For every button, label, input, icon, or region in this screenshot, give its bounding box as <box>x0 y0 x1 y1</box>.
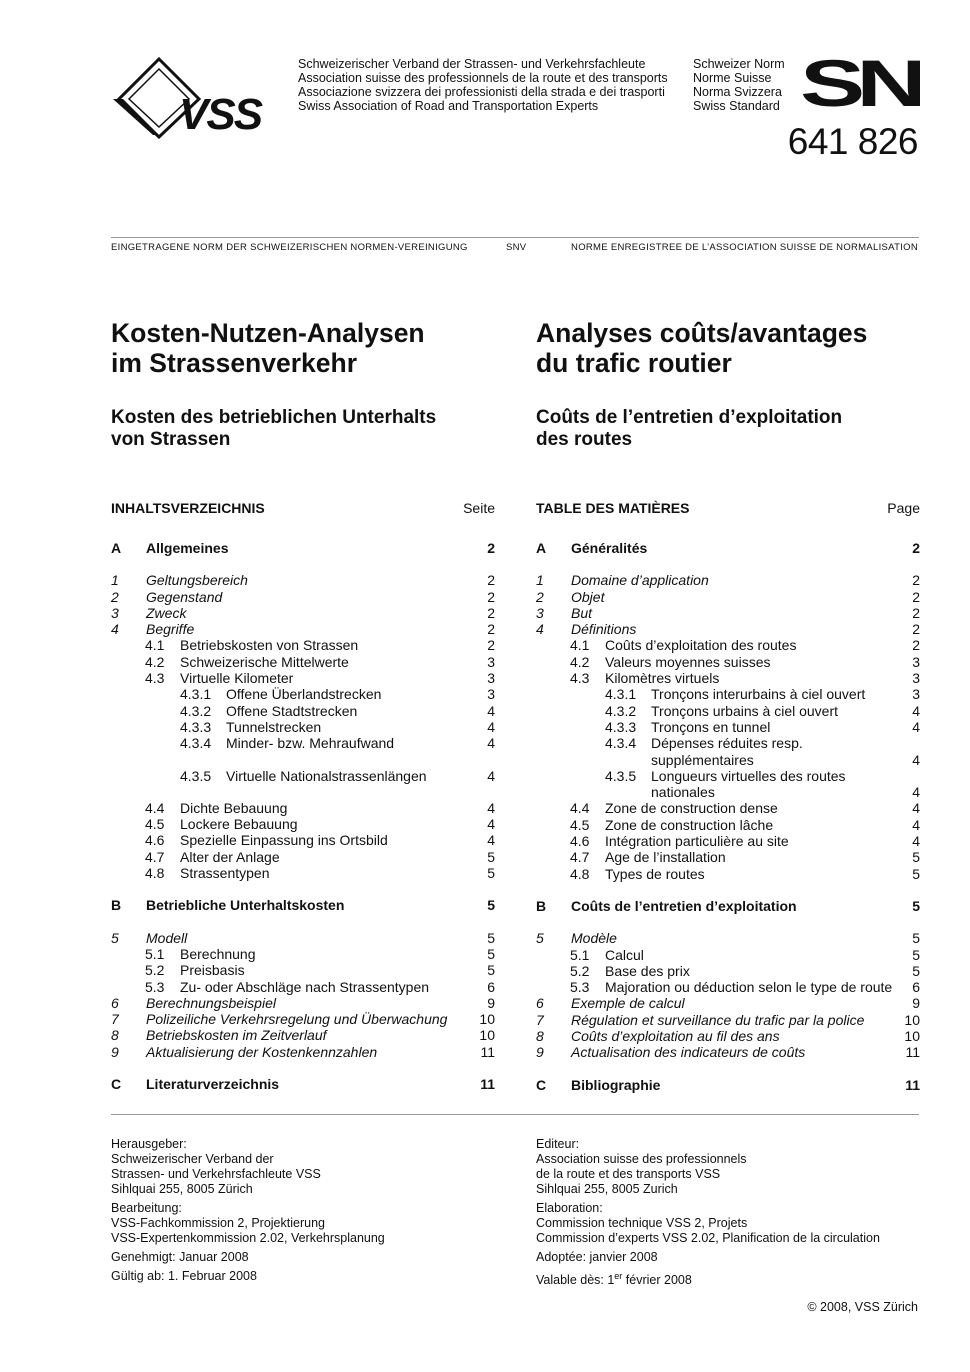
toc-entry-page: 4 <box>487 816 495 833</box>
org-line-fr: Association suisse des professionnels de la route et des transports <box>298 71 668 85</box>
toc-entry-page: 5 <box>487 929 495 946</box>
toc-entry-title: Minder- bzw. Mehraufwand <box>226 735 395 752</box>
toc-entry-title: Tronçons urbains à ciel ouvert <box>651 702 839 719</box>
toc-entry <box>111 930 495 946</box>
toc-entry <box>111 686 495 702</box>
toc-entry <box>111 605 495 621</box>
toc-title-fr: TABLE DES MATIÈRES <box>536 500 690 516</box>
toc-entry-number: 5.1 <box>570 946 590 963</box>
toc-entry-title: Modèle <box>571 930 617 947</box>
toc-entry-title: Berechnungsbeispiel <box>146 994 276 1011</box>
toc-entry-title: Virtuelle Kilometer <box>180 670 294 687</box>
toc-entry-title: Calcul <box>605 946 644 963</box>
toc-entry <box>111 768 495 784</box>
toc-entry-title: Actualisation des indicateurs de coûts <box>571 1044 806 1061</box>
toc-entry-number: 8 <box>111 1027 119 1044</box>
toc-entry <box>536 621 920 637</box>
toc-entry-title: Spezielle Einpassung ins Ortsbild <box>180 832 388 849</box>
toc-entry <box>111 865 495 881</box>
toc-entry <box>111 540 495 556</box>
toc-entry-page: 2 <box>487 621 495 638</box>
toc-entry <box>111 735 495 751</box>
toc-entry-page: 4 <box>487 702 495 719</box>
toc-entry <box>536 686 920 702</box>
toc-entry-number: 7 <box>536 1011 544 1028</box>
toc-entry <box>536 768 920 801</box>
toc-entry-page: 10 <box>479 1011 495 1028</box>
toc-entry-number: 4 <box>536 621 544 638</box>
toc-entry-number: 5 <box>111 929 119 946</box>
toc-entry-page: 5 <box>912 946 920 963</box>
toc-entry <box>536 833 920 849</box>
toc-entry-page: 10 <box>479 1027 495 1044</box>
toc-entry-page: 5 <box>912 865 920 882</box>
toc-entry <box>111 1027 495 1043</box>
toc-entry-page: 5 <box>487 945 495 962</box>
toc-entry-number: 4.8 <box>145 865 165 882</box>
toc-entry <box>536 1044 920 1060</box>
toc-entry <box>111 703 495 719</box>
toc-entry-page: 4 <box>912 784 920 801</box>
toc-entry-page: 10 <box>904 1028 920 1045</box>
toc-entry <box>111 670 495 686</box>
publisher-block: Elaboration: Commission technique VSS 2, Projets Commission d’experts VSS 2.02, Planification de la circulation <box>536 1201 880 1245</box>
publisher-fr <box>536 1137 920 1292</box>
toc-entry-number: 4.2 <box>570 653 590 670</box>
sn-logo-text: SN <box>800 56 920 110</box>
toc-entry-number: 4 <box>111 621 119 638</box>
toc-entry-title: Modell <box>146 929 188 946</box>
toc-entry <box>536 800 920 816</box>
toc-entry-title: Kilomètres virtuels <box>605 670 720 687</box>
toc-entry-title: Généralités <box>571 540 648 556</box>
toc-header-fr <box>536 500 920 516</box>
toc-entry <box>536 670 920 686</box>
toc-entry <box>536 605 920 621</box>
toc-entry-number: 4.3.1 <box>180 686 212 703</box>
publisher-block: Gültig ab: 1. Februar 2008 <box>111 1269 257 1283</box>
toc-entry-page: 2 <box>912 637 920 654</box>
toc-entry-title: Bibliographie <box>571 1076 661 1093</box>
title-fr <box>536 318 920 378</box>
toc-entry <box>536 979 920 995</box>
subtitle-de-heading: Kosten des betrieblichen Unterhalts von Strassen <box>111 407 437 450</box>
toc-entry <box>111 849 495 865</box>
toc-entry-number: 2 <box>111 588 119 605</box>
toc-entry-number: C <box>536 1076 547 1093</box>
toc-entry <box>536 719 920 735</box>
toc-entry-number: 4.3.3 <box>605 718 637 735</box>
toc-entry-number: 4.1 <box>145 637 165 654</box>
toc-page-label-fr: Page <box>887 500 920 516</box>
toc-entry-page: 11 <box>480 1043 495 1060</box>
vss-logo <box>109 57 291 144</box>
norm-labels <box>693 57 785 113</box>
toc-entry-page: 2 <box>912 588 920 605</box>
toc-entry <box>111 979 495 995</box>
toc-entry-page: 4 <box>912 751 920 768</box>
toc-entry-number: 4.6 <box>570 833 590 850</box>
toc-entry-title: Exemple de calcul <box>571 995 685 1012</box>
toc-entry <box>536 589 920 605</box>
toc-entry <box>536 963 920 979</box>
toc-entry-number: 8 <box>536 1028 544 1045</box>
toc-entry-number: 5.2 <box>570 962 590 979</box>
toc-entry-page: 2 <box>912 604 920 621</box>
toc-entry-title: Zweck <box>146 604 187 621</box>
toc-entry-page: 2 <box>487 637 495 654</box>
toc-entry-number: 4.7 <box>145 848 165 865</box>
toc-entry-title: Offene Überlandstrecken <box>226 686 382 703</box>
toc-entry-page: 5 <box>487 865 495 882</box>
toc-entry <box>111 962 495 978</box>
toc-entry <box>536 637 920 653</box>
toc-entry <box>111 637 495 653</box>
toc-entry-title: Longueurs virtuelles des routes nationales <box>651 767 846 801</box>
toc-entry-number: 5.2 <box>145 962 165 979</box>
subtitle-de <box>111 407 495 451</box>
toc-spacer <box>536 882 920 898</box>
toc-spacer <box>111 1060 495 1076</box>
toc-entry-title: Domaine d’application <box>571 572 709 589</box>
toc-entry-page: 5 <box>912 897 920 914</box>
toc-entry <box>536 1077 920 1093</box>
org-line-de: Schweizerischer Verband der Strassen- und Verkehrsfachleute <box>298 57 646 71</box>
toc-entry-number: 1 <box>111 572 119 589</box>
toc-title-de: INHALTSVERZEICHNIS <box>111 500 265 516</box>
toc-spacer <box>111 784 495 800</box>
toc-de <box>111 540 495 1092</box>
toc-entry <box>111 719 495 735</box>
toc-page-label-de: Seite <box>463 500 495 516</box>
toc-entry-title: Objet <box>571 588 605 605</box>
toc-entry-number: 2 <box>536 588 544 605</box>
toc-entry <box>111 572 495 588</box>
toc-entry <box>536 654 920 670</box>
toc-entry-number: 4.3.3 <box>180 718 212 735</box>
toc-entry-page: 5 <box>487 897 495 914</box>
toc-entry-title: Alter der Anlage <box>180 848 280 865</box>
toc-entry-number: 4.4 <box>145 799 165 816</box>
registration-divider <box>111 237 919 238</box>
toc-entry-number: 4.3 <box>145 670 165 687</box>
toc-entry-page: 11 <box>905 1044 920 1061</box>
toc-entry <box>111 946 495 962</box>
toc-entry-title: Strassentypen <box>180 865 270 882</box>
toc-entry-title: Dépenses réduites resp. supplémentaires <box>651 735 803 768</box>
toc-entry-title: Allgemeines <box>146 540 229 556</box>
toc-entry-number: 9 <box>536 1044 544 1061</box>
toc-entry-title: Zu- oder Abschläge nach Strassentypen <box>180 978 430 995</box>
toc-entry <box>111 1044 495 1060</box>
toc-entry-number: 4.3.4 <box>180 735 212 752</box>
toc-entry-page: 5 <box>912 930 920 947</box>
toc-entry-number: 3 <box>536 604 544 621</box>
toc-entry-title: Zone de construction lâche <box>605 816 774 833</box>
toc-entry-title: Betriebliche Unterhaltskosten <box>146 897 345 914</box>
toc-entry-page: 3 <box>912 653 920 670</box>
toc-entry-page: 4 <box>487 832 495 849</box>
sn-logo <box>800 56 920 115</box>
toc-entry-page: 4 <box>487 718 495 735</box>
toc-entry-number: 6 <box>536 995 544 1012</box>
toc-entry-page: 4 <box>912 816 920 833</box>
toc-entry <box>111 995 495 1011</box>
toc-entry-title: Age de l’installation <box>605 849 726 866</box>
toc-entry-page: 10 <box>904 1011 920 1028</box>
norm-label-it: Norma Svizzera <box>693 85 782 99</box>
toc-entry-number: 4.7 <box>570 849 590 866</box>
toc-entry-number: B <box>111 897 122 914</box>
toc-entry-title: Aktualisierung der Kostenkennzahlen <box>146 1043 378 1060</box>
toc-entry-number: 4.3.4 <box>605 735 637 752</box>
toc-entry <box>536 735 920 768</box>
toc-entry <box>536 1012 920 1028</box>
toc-entry-number: 4.3.2 <box>180 702 212 719</box>
publisher-divider <box>111 1114 919 1115</box>
toc-entry-page: 2 <box>912 540 920 556</box>
toc-entry-number: 5.3 <box>145 978 165 995</box>
toc-entry-title: Coûts d’exploitation des routes <box>605 637 797 654</box>
norm-label-en: Swiss Standard <box>693 99 780 113</box>
toc-entry-number: 4.5 <box>145 816 165 833</box>
toc-entry-title: Betriebskosten im Zeitverlauf <box>146 1027 327 1044</box>
toc-header-de <box>111 500 495 516</box>
toc-entry-title: Tronçons en tunnel <box>651 718 771 735</box>
toc-entry-number: 4.2 <box>145 653 165 670</box>
toc-entry <box>111 897 495 913</box>
toc-entry-number: 6 <box>111 994 119 1011</box>
toc-entry-page: 4 <box>487 767 495 784</box>
publisher-block: Bearbeitung: VSS-Fachkommission 2, Projektierung VSS-Expertenkommission 2.02, Verkehrsplanung <box>111 1201 385 1245</box>
toc-spacer <box>536 1061 920 1077</box>
toc-entry <box>536 849 920 865</box>
toc-entry-title: Betriebskosten von Strassen <box>180 637 359 654</box>
toc-entry-number: 4.3.1 <box>605 686 637 703</box>
toc-entry <box>536 572 920 588</box>
toc-entry-page: 3 <box>487 670 495 687</box>
toc-entry-number: 4.5 <box>570 816 590 833</box>
toc-entry-page: 4 <box>487 735 495 752</box>
toc-entry-title: Tunnelstrecken <box>226 718 322 735</box>
toc-entry-page: 9 <box>912 995 920 1012</box>
title-de-heading: Kosten-Nutzen-Analysen im Strassenverkehr <box>111 318 425 378</box>
toc-entry-number: 4.4 <box>570 800 590 817</box>
toc-entry-page: 4 <box>487 799 495 816</box>
toc-entry <box>111 816 495 832</box>
toc-entry-number: 4.3.5 <box>180 767 212 784</box>
toc-entry-title: Begriffe <box>146 621 195 638</box>
org-line-en: Swiss Association of Road and Transportation Experts <box>298 99 599 113</box>
publisher-block: Genehmigt: Januar 2008 <box>111 1250 249 1264</box>
toc-entry-title: Gegenstand <box>146 588 223 605</box>
toc-entry-number: C <box>111 1076 122 1093</box>
toc-entry-title: Virtuelle Nationalstrassenlängen <box>226 767 427 784</box>
toc-entry <box>111 1011 495 1027</box>
toc-entry-number: B <box>536 897 547 914</box>
registration-snv: SNV <box>506 242 527 253</box>
toc-entry-page: 2 <box>487 588 495 605</box>
toc-entry-title: Dichte Bebauung <box>180 799 288 816</box>
toc-fr <box>536 540 920 1093</box>
toc-entry-title: Coûts de l’entretien d’exploitation <box>571 897 797 914</box>
toc-entry-number: 7 <box>111 1011 119 1028</box>
standard-number: 641 826 <box>787 121 918 162</box>
toc-entry-page: 11 <box>480 1076 495 1093</box>
toc-entry <box>536 930 920 946</box>
toc-entry-title: Définitions <box>571 621 637 638</box>
toc-entry-number: 9 <box>111 1043 119 1060</box>
toc-entry-page: 5 <box>912 962 920 979</box>
toc-entry-number: 5.3 <box>570 979 590 996</box>
toc-entry-page: 5 <box>912 849 920 866</box>
organisation-names <box>298 57 668 113</box>
toc-entry <box>111 654 495 670</box>
toc-entry <box>536 995 920 1011</box>
toc-entry-title: But <box>571 604 593 621</box>
toc-entry-title: Coûts d’exploitation au fil des ans <box>571 1028 780 1045</box>
toc-entry <box>536 817 920 833</box>
toc-entry <box>536 1028 920 1044</box>
toc-entry <box>536 898 920 914</box>
publisher-block: Valable dès: 1er février 2008 <box>536 1271 692 1288</box>
toc-entry <box>536 540 920 556</box>
toc-entry-page: 3 <box>912 670 920 687</box>
toc-entry-title: Polizeiliche Verkehrsregelung und Überwachung <box>146 1011 448 1028</box>
toc-entry-title: Régulation et surveillance du trafic par la police <box>571 1011 865 1028</box>
toc-entry-title: Literaturverzeichnis <box>146 1076 280 1093</box>
toc-entry-number: 4.3.2 <box>605 702 637 719</box>
title-de <box>111 318 495 378</box>
toc-spacer <box>111 752 495 768</box>
title-fr-heading: Analyses coûts/avantages du trafic routier <box>536 318 868 378</box>
toc-entry-page: 5 <box>487 848 495 865</box>
toc-spacer <box>536 556 920 572</box>
toc-entry-title: Intégration particulière au site <box>605 833 789 850</box>
toc-entry-number: 4.8 <box>570 865 590 882</box>
norm-label-fr: Norme Suisse <box>693 71 772 85</box>
toc-entry-page: 4 <box>912 800 920 817</box>
publisher-block: Adoptée: janvier 2008 <box>536 1250 658 1264</box>
toc-entry-title: Majoration ou déduction selon le type de route <box>605 979 893 996</box>
toc-entry-title: Geltungsbereich <box>146 572 248 589</box>
toc-entry-page: 4 <box>912 702 920 719</box>
toc-entry-number: 3 <box>111 604 119 621</box>
toc-entry-number: 4.3 <box>570 670 590 687</box>
copyright: © 2008, VSS Zürich <box>807 1300 918 1314</box>
toc-spacer <box>111 881 495 897</box>
toc-entry-title: Zone de construction dense <box>605 800 778 817</box>
toc-entry-page: 3 <box>487 686 495 703</box>
toc-spacer <box>111 556 495 572</box>
vss-logo-text: VSS <box>179 90 262 139</box>
toc-entry-title: Offene Stadtstrecken <box>226 702 358 719</box>
toc-spacer <box>111 914 495 930</box>
toc-entry-page: 4 <box>912 833 920 850</box>
toc-entry-number: 4.1 <box>570 637 590 654</box>
toc-entry-title: Tronçons interurbains à ciel ouvert <box>651 686 866 703</box>
toc-entry-page: 3 <box>912 686 920 703</box>
toc-entry-page: 2 <box>487 604 495 621</box>
toc-entry-title: Lockere Bebauung <box>180 816 298 833</box>
norm-label-de: Schweizer Norm <box>693 57 785 71</box>
toc-entry <box>111 589 495 605</box>
toc-entry <box>111 1076 495 1092</box>
toc-entry <box>536 866 920 882</box>
toc-entry-number: 5.1 <box>145 945 165 962</box>
publisher-de <box>111 1137 495 1288</box>
toc-entry-number: 5 <box>536 930 544 947</box>
org-line-it: Associazione svizzera dei professionisti della strada e dei trasporti <box>298 85 665 99</box>
registration-fr: NORME ENREGISTREE DE L’ASSOCIATION SUISSE DE NORMALISATION <box>571 242 918 253</box>
toc-entry-number: A <box>536 540 547 556</box>
toc-entry <box>111 832 495 848</box>
toc-entry-number: 1 <box>536 572 544 589</box>
toc-entry-page: 4 <box>912 718 920 735</box>
toc-entry-title: Types de routes <box>605 865 705 882</box>
publisher-block: Herausgeber: Schweizerischer Verband der Strassen- und Verkehrsfachleute VSS Sihlquai 255, 8005 Zürich <box>111 1137 321 1196</box>
toc-entry-page: 2 <box>487 572 495 589</box>
toc-entry-page: 9 <box>487 994 495 1011</box>
toc-entry-page: 2 <box>912 621 920 638</box>
subtitle-fr-heading: Coûts de l’entretien d’exploitation des routes <box>536 407 843 450</box>
toc-entry <box>536 947 920 963</box>
toc-entry-page: 3 <box>487 653 495 670</box>
subtitle-fr <box>536 407 920 451</box>
publisher-block: Editeur: Association suisse des professionnels de la route et des transports VSS Sihlquai 255, 8005 Zurich <box>536 1137 747 1196</box>
toc-spacer <box>536 914 920 930</box>
toc-entry-page: 2 <box>487 540 495 556</box>
toc-entry-number: 4.3.5 <box>605 767 637 784</box>
toc-entry <box>111 621 495 637</box>
toc-entry-number: A <box>111 540 122 556</box>
toc-entry-title: Valeurs moyennes suisses <box>605 653 771 670</box>
toc-entry-title: Schweizerische Mittelwerte <box>180 653 349 670</box>
toc-entry-page: 5 <box>487 962 495 979</box>
toc-entry-page: 6 <box>487 978 495 995</box>
toc-entry-title: Base des prix <box>605 962 690 979</box>
toc-entry <box>536 703 920 719</box>
toc-entry-page: 6 <box>912 979 920 996</box>
toc-entry-page: 2 <box>912 572 920 589</box>
toc-entry-page: 11 <box>905 1076 920 1093</box>
registration-de: EINGETRAGENE NORM DER SCHWEIZERISCHEN NORMEN-VEREINIGUNG <box>111 242 468 253</box>
toc-entry-number: 4.6 <box>145 832 165 849</box>
toc-entry-title: Berechnung <box>180 945 256 962</box>
toc-entry-title: Preisbasis <box>180 962 245 979</box>
toc-entry <box>111 800 495 816</box>
